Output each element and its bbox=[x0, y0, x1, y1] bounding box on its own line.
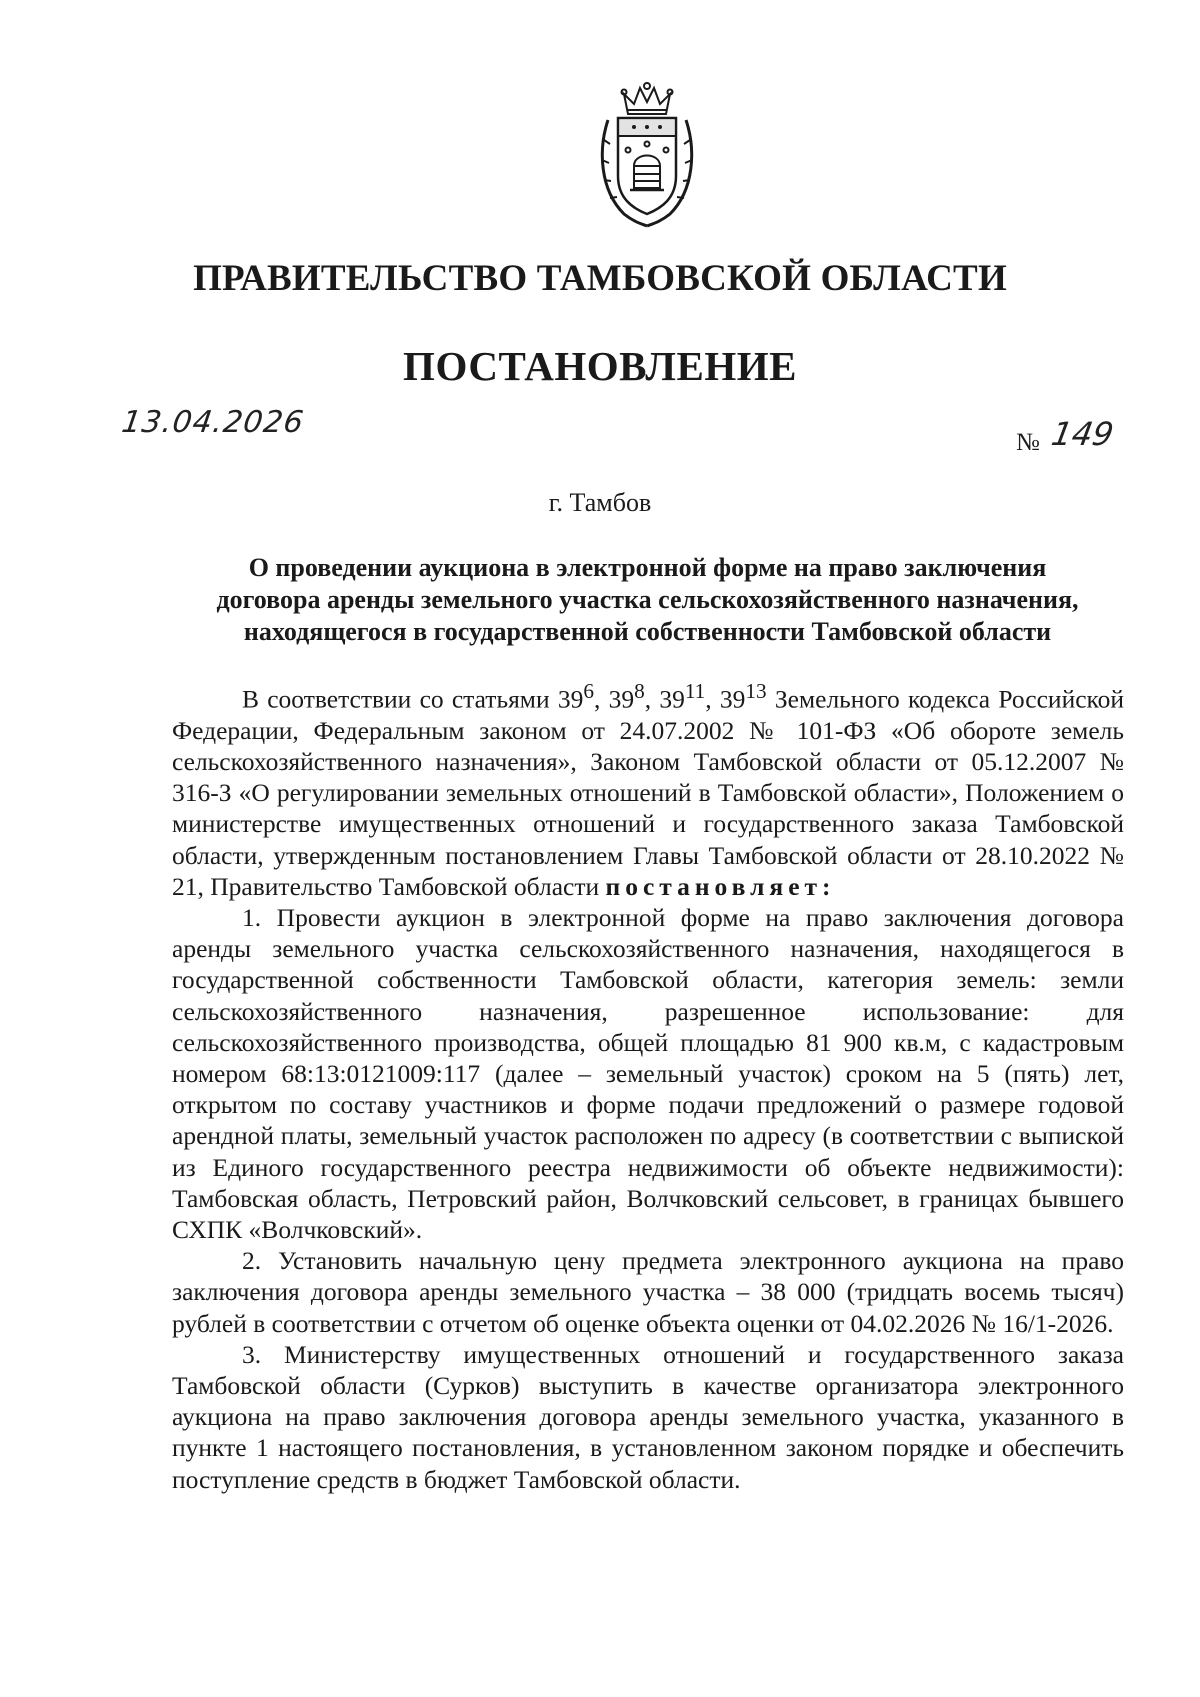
number-label: № bbox=[1016, 429, 1040, 456]
document-number: 149 bbox=[1048, 415, 1117, 453]
title-line: находящегося в государственной собственности Тамбовской области bbox=[243, 617, 1052, 646]
document-type: ПОСТАНОВЛЕНИЕ bbox=[403, 343, 797, 389]
title-line: договора аренды земельного участка сельскохозяйственного назначения, bbox=[216, 585, 1079, 614]
tambov-coat-of-arms-icon bbox=[594, 80, 700, 230]
document-title bbox=[175, 552, 1120, 648]
organization-name: ПРАВИТЕЛЬСТВО ТАМБОВСКОЙ ОБЛАСТИ bbox=[193, 258, 1007, 299]
preamble-paragraph: В соответствии со статьями $39^6$, $39^8$, $39^{11}$, $39^{13}$ Земельного кодекса Российской Федерации, Федеральным законом от 24.07.2002 № 101-ФЗ «Об обороте земель сельскохозяйственного назначения», Законом Тамбовской области от 05.12.2007 № 316-З «О регулировании земельных отношений в Тамбовской области», Положением о министерстве имущественных отношений и государственного заказа Тамбовской области, утвержденным постановлением Главы Тамбовской области от 28.10.2022 № 21, Правительство Тамбовской области постановляет: bbox=[172, 679, 1125, 901]
item-paragraph-3: 3. Министерству имущественных отношений и государственного заказа Тамбовской области (Сурков) выступить в качестве организатора электронного аукциона на право заключения договора аренды земельного участка, указанного в пункте 1 настоящего постановления, в установленном законом порядке и обеспечить поступление средств в бюджет Тамбовской области. bbox=[172, 1339, 1124, 1494]
item-paragraph-2: 2. Установить начальную цену предмета электронного аукциона на право заключения договора аренды земельного участка – 38 000 (тридцать восемь тысяч) рублей в соответствии с отчетом об оценке объекта оценки от 04.02.2026 № 16/1-2026. bbox=[172, 1246, 1124, 1338]
city-name: г. Тамбов bbox=[548, 488, 652, 517]
document-body bbox=[172, 676, 1124, 1495]
resolves-word: постановляет: bbox=[605, 871, 836, 901]
item-paragraph-1: 1. Провести аукцион в электронной форме на право заключения договора аренды земельного участка сельскохозяйственного назначения, находящегося в государственной собственности Тамбовской области, категория земель: земли сельскохозяйственного назначения, разрешенное использование: для сельскохозяйственного производства, общей площадью 81 900 кв.м, с кадастровым номером 68:13:0121009:117 (далее – земельный участок) сроком на 5 (пять) лет, открытом по составу участников и форме подачи предложений о размере годовой арендной платы, земельный участок расположен по адресу (в соответствии с выпиской из Единого государственного реестра недвижимости об объекте недвижимости): Тамбовская область, Петровский район, Волчковский сельсовет, в границах бывшего СХПК «Волчковский». bbox=[172, 902, 1124, 1244]
title-line: О проведении аукциона в электронной форме на право заключения bbox=[248, 553, 1047, 582]
document-date: 13.04.2026 bbox=[119, 405, 307, 440]
